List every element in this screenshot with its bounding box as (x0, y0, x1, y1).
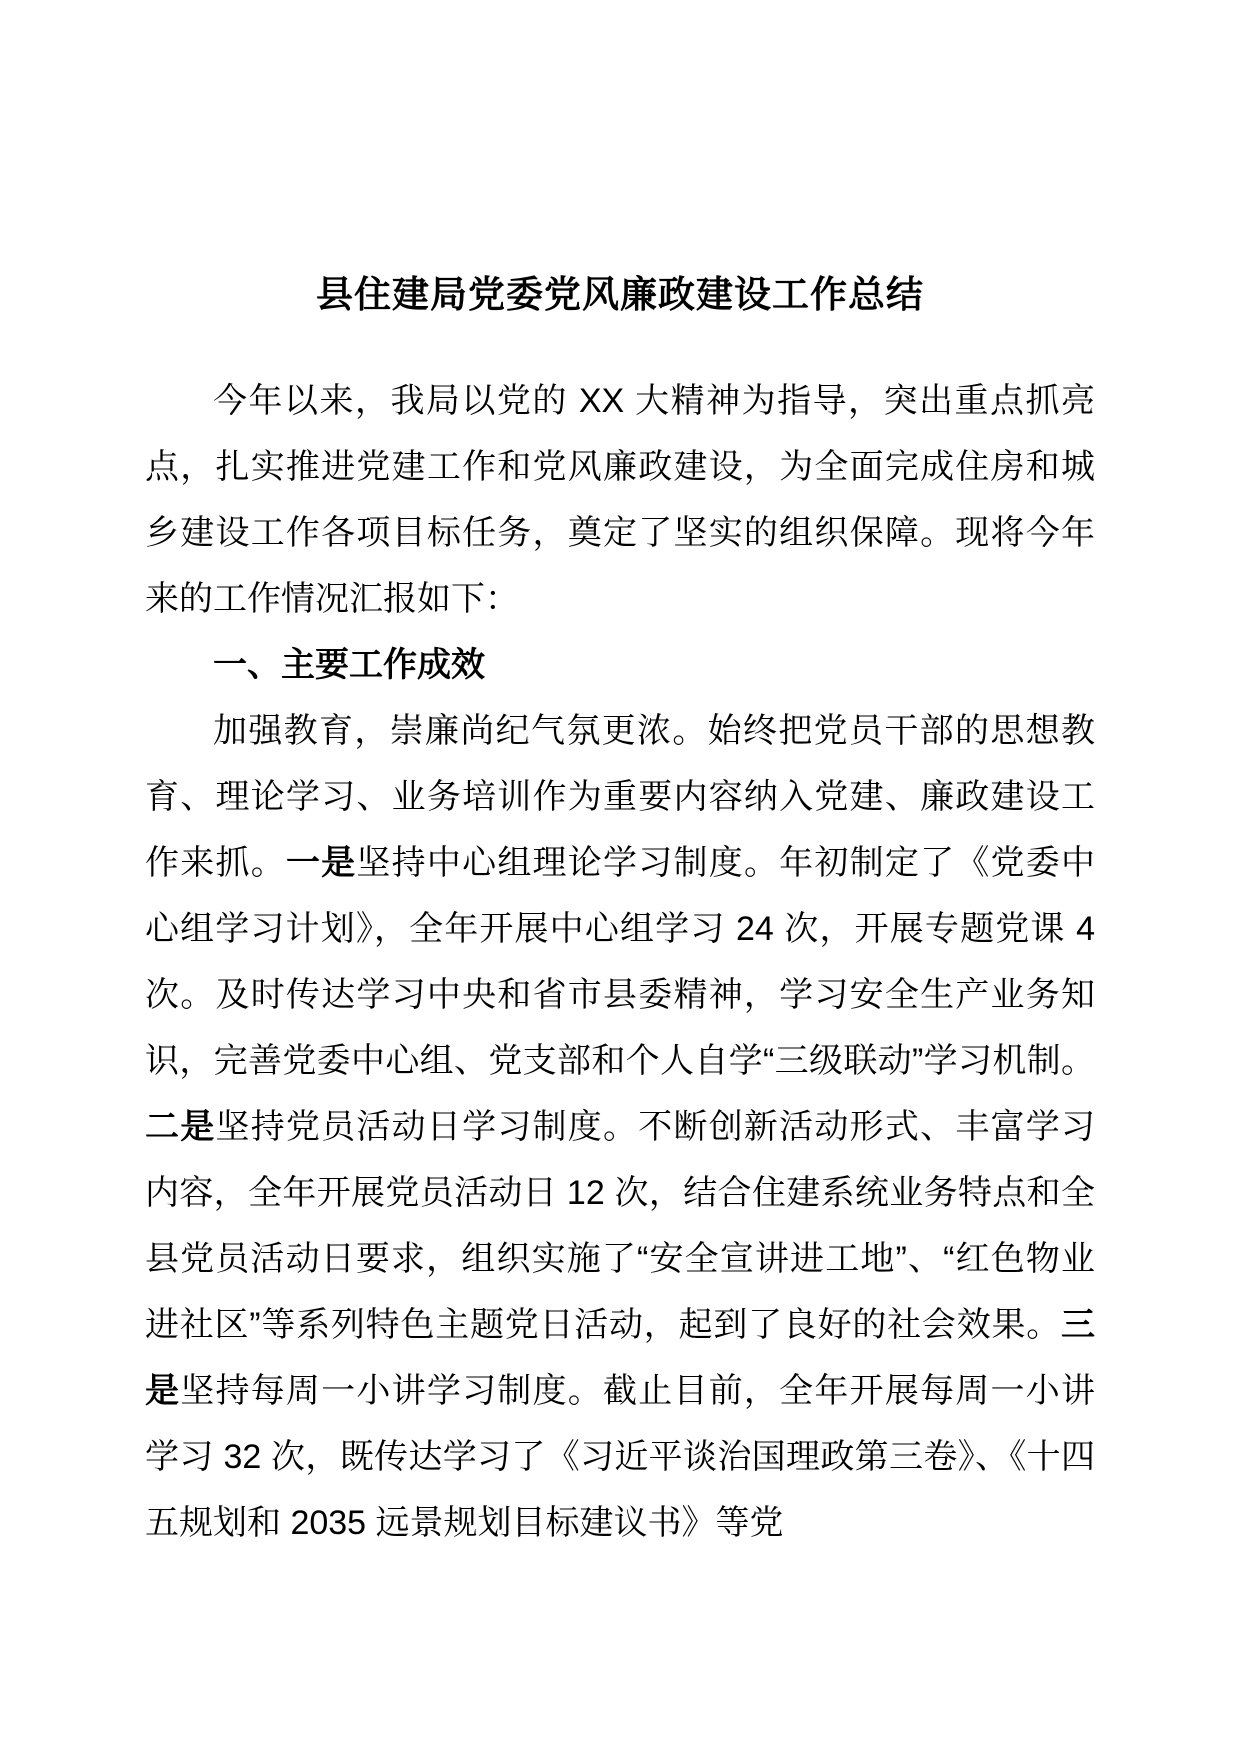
document-body (145, 368, 1095, 1556)
bold-text-run: 三是 (145, 1306, 1095, 1410)
text-run: 坚持党员活动日学习制度。不断创新活动形式、丰富学习内容，全年开展党员活动日 12 次，结合住建系统业务特点和全县党员活动日要求，组织实施了“安全宣讲进工地”、“红色物业进社区”等系列特色主题党日活动，起到了良好的社会效果。 (145, 1108, 1096, 1344)
text-run: 加强教育，崇廉尚纪气氛更浓。始终把党员干部的思想教育、理论学习、业务培训作为重要内容纳入党建、廉政建设工作来抓。 (145, 712, 1095, 882)
body-paragraph (145, 368, 1095, 632)
document-title: 县住建局党委党风廉政建设工作总结 (316, 274, 924, 315)
bold-text-run: 一、主要工作成效 (213, 646, 485, 684)
bold-text-run: 一是 (285, 844, 357, 882)
text-run: 今年以来，我局以党的 XX 大精神为指导，突出重点抓亮点，扎实推进党建工作和党风廉政建设，为全面完成住房和城乡建设工作各项目标任务，奠定了坚实的组织保障。现将今年来的工作情况汇报如下： (145, 382, 1095, 618)
text-run: 坚持每周一小讲学习制度。截止目前，全年开展每周一小讲学习 32 次，既传达学习了《习近平谈治国理政第三卷》、《十四五规划和 2035 远景规划目标建议书》等党 (145, 1372, 1096, 1542)
text-run: 坚持中心组理论学习制度。年初制定了《党委中心组学习计划》，全年开展中心组学习 24 次，开展专题党课 4 次。及时传达学习中央和省市县委精神，学习安全生产业务知识，完善党委中心组、党支部和个人自学“三级联动”学习机制。 (145, 844, 1096, 1080)
section-heading (145, 632, 1095, 698)
bold-text-run: 二是 (145, 1108, 216, 1146)
body-paragraph (145, 698, 1095, 1556)
